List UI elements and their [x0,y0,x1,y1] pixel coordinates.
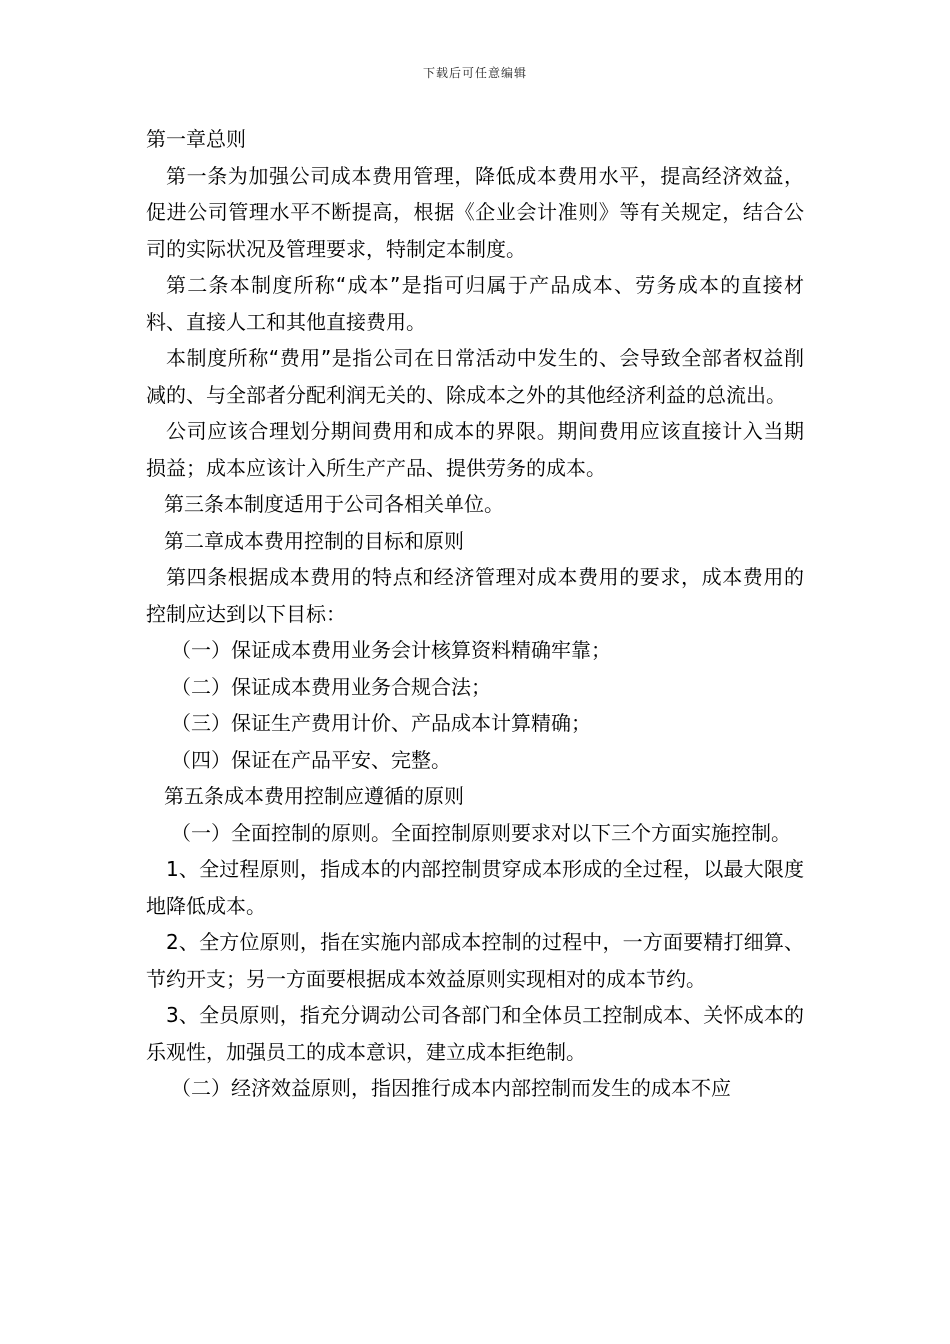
paragraph: 第四条根据成本费用的特点和经济管理对成本费用的要求，成本费用的控制应达到以下目标： [146,565,804,626]
list-item: （一）保证成本费用业务会计核算资料精确牢靠； [171,638,611,662]
list-item: （四）保证在产品平安、完整。 [171,747,451,772]
paragraph: 第二条本制度所称“成本”是指可归属于产品成本、劳务成本的直接材料、直接人工和其他直接费用。 [146,273,804,334]
page-header: 下载后可任意编辑 [422,66,527,80]
paragraph: 3、全员原则，指充分调动公司各部门和全体员工控制成本、关怀成本的乐观性，加强员工的成本意识，建立成本拒绝制。 [146,1003,804,1064]
paragraph: 1、全过程原则，指成本的内部控制贯穿成本形成的全过程，以最大限度地降低成本。 [146,857,804,918]
document-body [146,121,804,1107]
paragraph: （一）全面控制的原则。全面控制原则要求对以下三个方面实施控制。 [171,820,791,845]
chapter-heading: 第一章总则 [146,127,246,151]
paragraph: 2、全方位原则，指在实施内部成本控制的过程中，一方面要精打细算、节约开支；另一方面要根据成本效益原则实现相对的成本节约。 [146,930,804,991]
paragraph: 第一条为加强公司成本费用管理，降低成本费用水平，提高经济效益，促进公司管理水平不断提高，根据《企业会计准则》等有关规定，结合公司的实际状况及管理要求，特制定本制度。 [146,163,804,261]
paragraph: 第三条本制度适用于公司各相关单位。 [164,492,504,516]
list-item: （三）保证生产费用计价、产品成本计算精确； [171,711,591,735]
paragraph: 公司应该合理划分期间费用和成本的界限。期间费用应该直接计入当期损益；成本应该计入所生产产品、提供劳务的成本。 [146,419,804,480]
paragraph: 本制度所称“费用”是指公司在日常活动中发生的、会导致全部者权益削减的、与全部者分配利润无关的、除成本之外的其他经济利益的总流出。 [146,346,804,407]
paragraph: 第五条成本费用控制应遵循的原则 [164,784,464,808]
chapter-heading: 第二章成本费用控制的目标和原则 [164,528,464,553]
list-item: （二）保证成本费用业务合规合法； [171,674,491,699]
paragraph: （二）经济效益原则，指因推行成本内部控制而发生的成本不应 [171,1076,731,1100]
